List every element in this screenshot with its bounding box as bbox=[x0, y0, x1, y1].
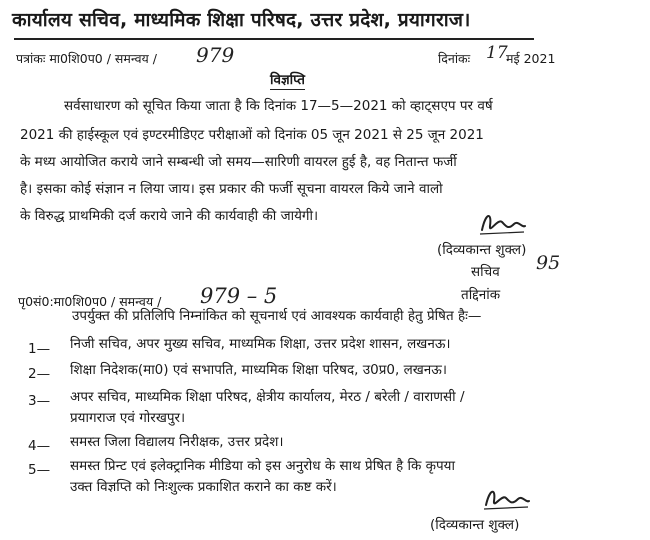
date-day-handwritten: 17 bbox=[486, 43, 508, 63]
notice-heading: विज्ञप्ति bbox=[270, 72, 306, 88]
item-text-2: शिक्षा निदेशक(मा0) एवं सभापति, माध्यमिक शिक्षा परिषद, उ0प्र0, लखनऊ। bbox=[70, 362, 447, 378]
reference-number-handwritten: 979 bbox=[196, 43, 235, 67]
title-underline bbox=[14, 38, 534, 40]
signatory-name-2: (दिव्यकान्त शुक्ल) bbox=[430, 517, 520, 533]
item-number-1: 1— bbox=[28, 341, 51, 357]
item-text-4: समस्त जिला विद्यालय निरीक्षक, उत्तर प्रदेश। bbox=[70, 434, 284, 450]
date-label: दिनांकः bbox=[438, 51, 471, 66]
reference-label: पत्रांकः मा0शि0प0 / समन्वय / bbox=[16, 51, 157, 66]
item-text-1: निजी सचिव, अपर मुख्य सचिव, माध्यमिक शिक्षा, उत्तर प्रदेश शासन, लखनऊ। bbox=[70, 336, 451, 352]
item-text-3b: प्रयागराज एवं गोरखपुर। bbox=[70, 410, 186, 426]
endorsement-number-handwritten: 979 – 5 bbox=[200, 284, 278, 308]
item-text-5a: समस्त प्रिन्ट एवं इलेक्ट्रानिक मीडिया को इस अनुरोध के साथ प्रेषित है कि कृपया bbox=[70, 458, 455, 474]
item-number-3: 3— bbox=[28, 393, 51, 409]
item-text-3a: अपर सचिव, माध्यमिक शिक्षा परिषद, क्षेत्रीय कार्यालय, मेरठ / बरेली / वाराणसी / bbox=[70, 389, 465, 405]
signature-mark-1 bbox=[478, 208, 528, 238]
handwritten-number: 95 bbox=[536, 252, 561, 274]
notice-line-2: 2021 की हाईस्कूल एवं इण्टरमीडिएट परीक्षाओं को दिनांक 05 जून 2021 से 25 जून 2021 bbox=[20, 127, 484, 143]
signatory-designation: सचिव bbox=[471, 264, 500, 280]
office-title: कार्यालय सचिव, माध्यमिक शिक्षा परिषद, उत्तर प्रदेश, प्रयागराज। bbox=[12, 9, 471, 31]
signature-mark-2 bbox=[482, 485, 532, 513]
item-number-4: 4— bbox=[28, 438, 51, 454]
item-number-5: 5— bbox=[28, 462, 51, 478]
notice-line-1: सर्वसाधारण को सूचित किया जाता है कि दिनांक 17—5—2021 को व्हाट्सएप पर वर्ष bbox=[64, 98, 493, 114]
tad-dinank: तद्दिनांक bbox=[461, 287, 501, 303]
date-month-year: मई 2021 bbox=[506, 51, 556, 66]
endorsement-intro: उपर्युक्त की प्रतिलिपि निम्नांकित को सूचनार्थ एवं आवश्यक कार्यवाही हेतु प्रेषित हैः— bbox=[72, 308, 482, 324]
item-number-2: 2— bbox=[28, 366, 51, 382]
notice-line-5: के विरुद्ध प्राथमिकी दर्ज कराये जाने की कार्यवाही की जायेगी। bbox=[20, 208, 319, 224]
endorsement-reference-label: पृ0सं0:मा0शि0प0 / समन्वय / bbox=[18, 294, 162, 309]
signatory-name-1: (दिव्यकान्त शुक्ल) bbox=[437, 242, 527, 258]
notice-line-4: है। इसका कोई संज्ञान न लिया जाय। इस प्रकार की फर्जी सूचना वायरल किये जाने वालो bbox=[20, 181, 443, 197]
notice-line-3: के मध्य आयोजित कराये जाने सम्बन्धी जो समय—सारिणी वायरल हुई है, वह नितान्त फर्जी bbox=[20, 154, 457, 170]
item-text-5b: उक्त विज्ञप्ति को निःशुल्क प्रकाशित कराने का कष्ट करें। bbox=[70, 479, 337, 495]
